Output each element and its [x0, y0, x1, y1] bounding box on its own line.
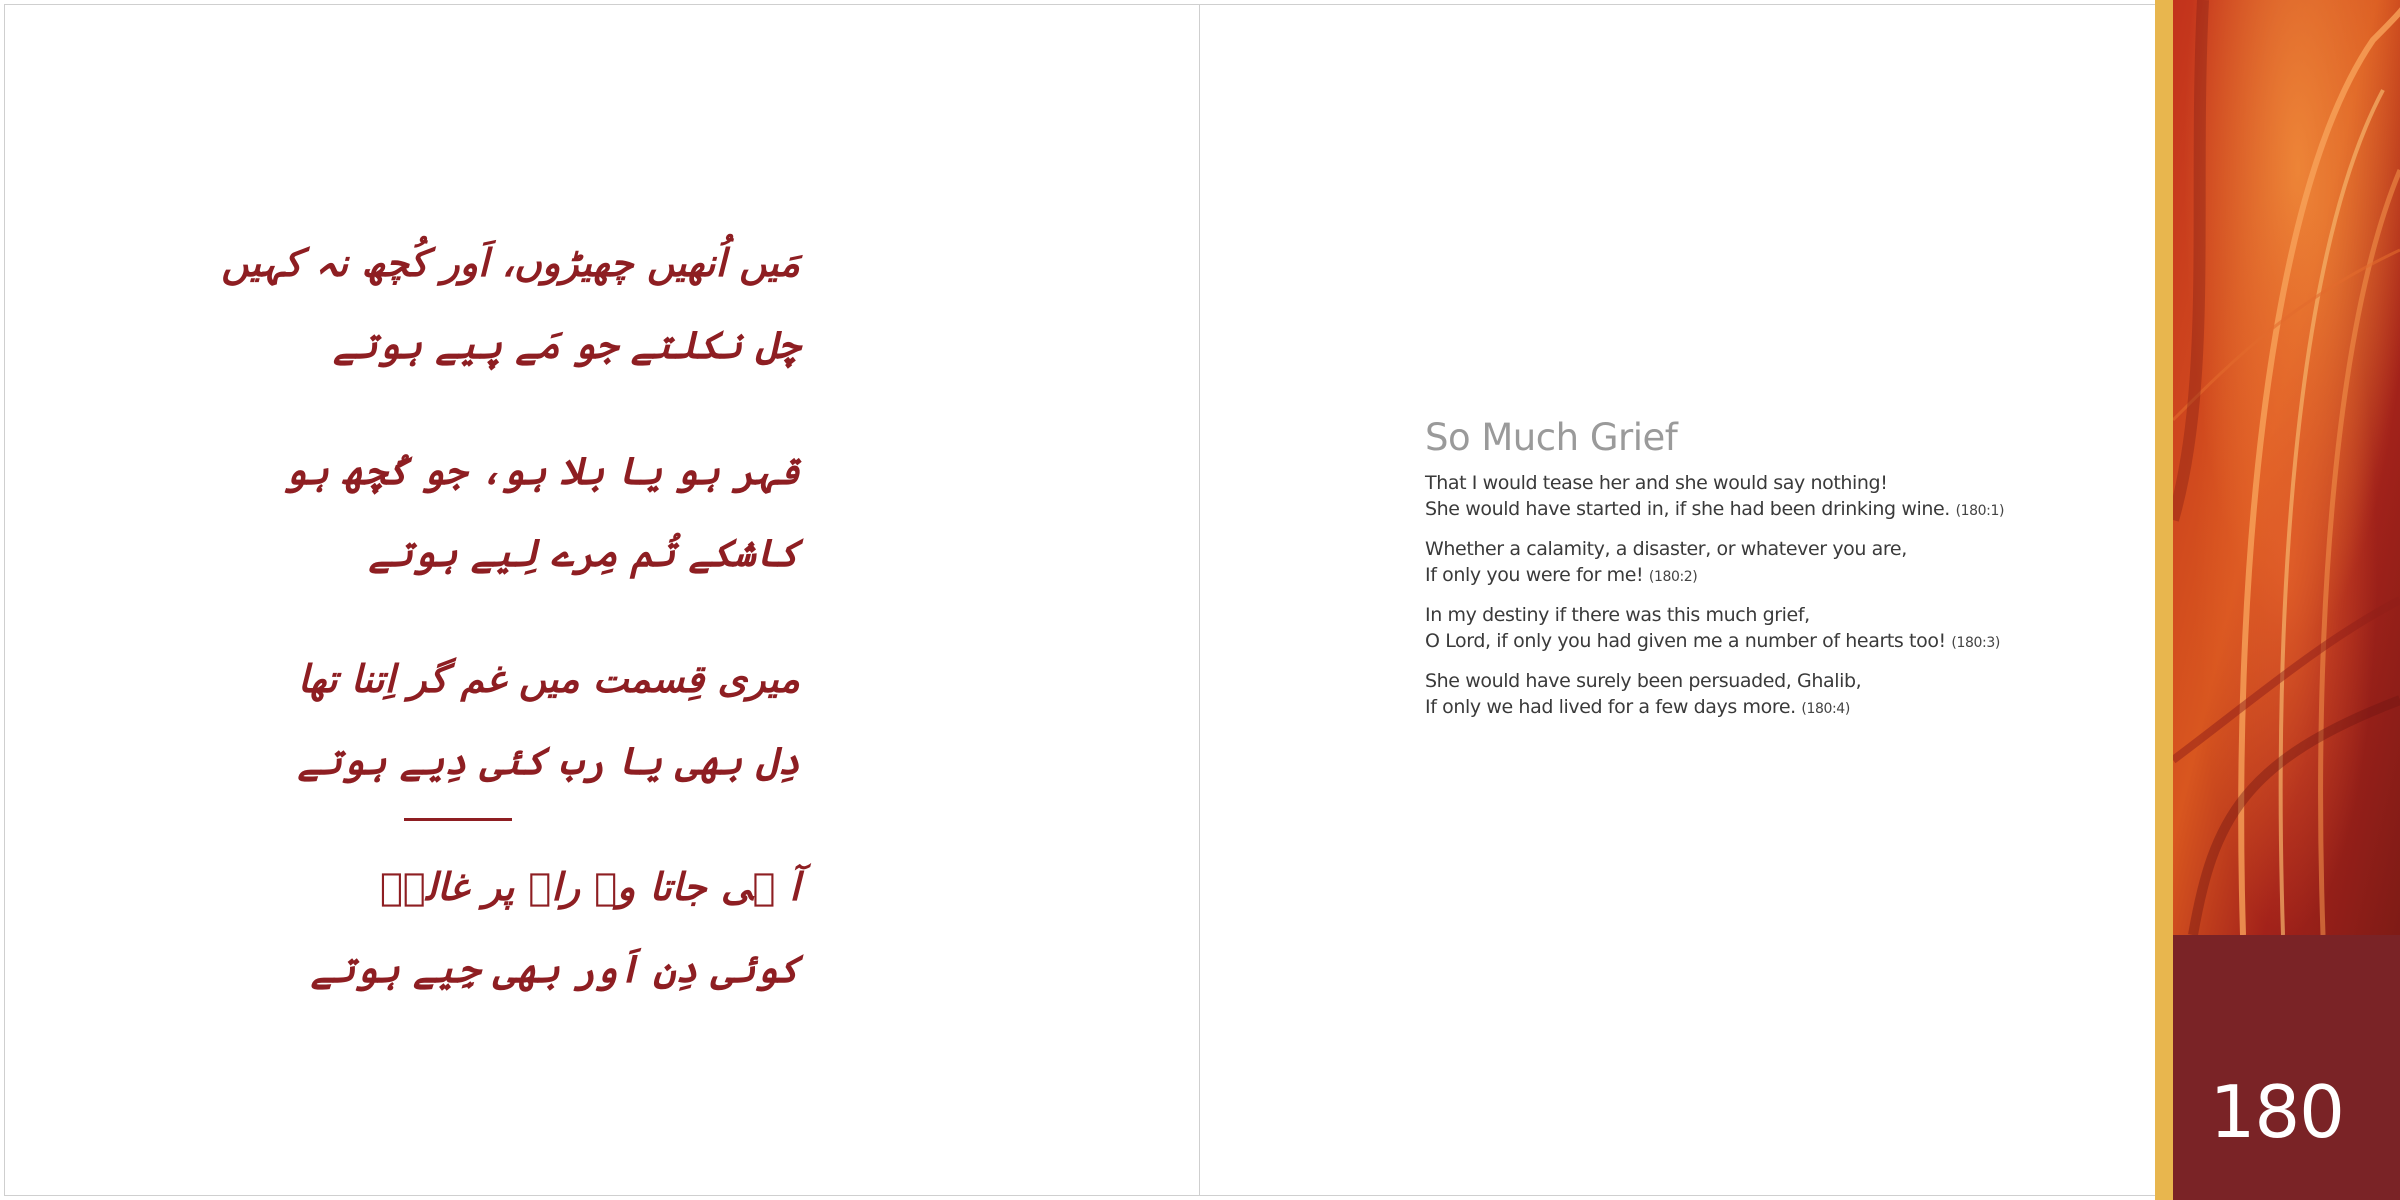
urdu-line: مَیں اُنھیں چھیڑوں، اَور کُچھ نہ کہیں [221, 240, 800, 285]
gold-stripe [2155, 0, 2173, 1200]
artwork-graphic [2173, 0, 2400, 935]
urdu-line: دِل بھی یا رب کئی دِیے ہوتے [297, 738, 800, 783]
urdu-couplet-4 [310, 846, 800, 1010]
stanza-1 [1425, 470, 2045, 524]
verse-reference: (180:2) [1648, 569, 1698, 585]
urdu-couplet-2 [284, 430, 800, 594]
verse-reference: (180:4) [1801, 701, 1850, 717]
urdu-line: میری قِسمت میں غم گر اِتنا تھا [297, 656, 800, 701]
verse-line: She would have started in, if she had been drinking wine. [1425, 498, 1950, 520]
verse-line: That I would tease her and she would say nothing! [1425, 472, 1888, 494]
verse-line-with-ref [1425, 694, 2045, 722]
urdu-line: چل نکلتے جو مَے پیے ہوتے [333, 322, 800, 367]
page-number-box [2173, 935, 2400, 1200]
urdu-line: آ ہی جاتا وہ راہ پر غالبؔ [380, 864, 800, 909]
verse-line: Whether a calamity, a disaster, or whatever you are, [1425, 538, 1907, 560]
page-gutter [1199, 4, 1200, 1196]
abstract-artwork [2173, 0, 2400, 935]
stanza-4 [1425, 668, 2045, 722]
verse-line: If only you were for me! [1425, 564, 1644, 586]
verse-line-with-ref [1425, 496, 2045, 524]
urdu-ghazal [221, 222, 800, 1054]
verse-line: She would have surely been persuaded, Ghalib, [1425, 670, 1862, 692]
english-poem [1425, 416, 2045, 734]
stanza-3 [1425, 602, 2045, 656]
verse-reference: (180:3) [1951, 635, 2000, 651]
poem-title: So Much Grief [1425, 416, 1678, 459]
verse-reference: (180:1) [1955, 503, 2005, 519]
urdu-line: کوئی دِن اَور بھی جِیے ہوتے [310, 946, 800, 991]
urdu-couplet-1 [221, 222, 800, 386]
page-number: 180 [2209, 1070, 2344, 1154]
urdu-line: قہر ہو یا بلا ہو، جو کُچھ ہو [284, 448, 800, 493]
stanza-2 [1425, 536, 2045, 590]
verse-line: If only we had lived for a few days more. [1425, 696, 1796, 718]
verse-line-with-ref [1425, 628, 2045, 656]
urdu-couplet-3 [297, 638, 800, 802]
calligraphy-overline [404, 818, 512, 821]
verse-line-with-ref [1425, 562, 2045, 590]
urdu-line: کاشکے تُم مِرے لِیے ہوتے [368, 530, 800, 575]
verse-line: O Lord, if only you had given me a number of hearts too! [1425, 630, 1946, 652]
verse-line: In my destiny if there was this much grief, [1425, 604, 1810, 626]
